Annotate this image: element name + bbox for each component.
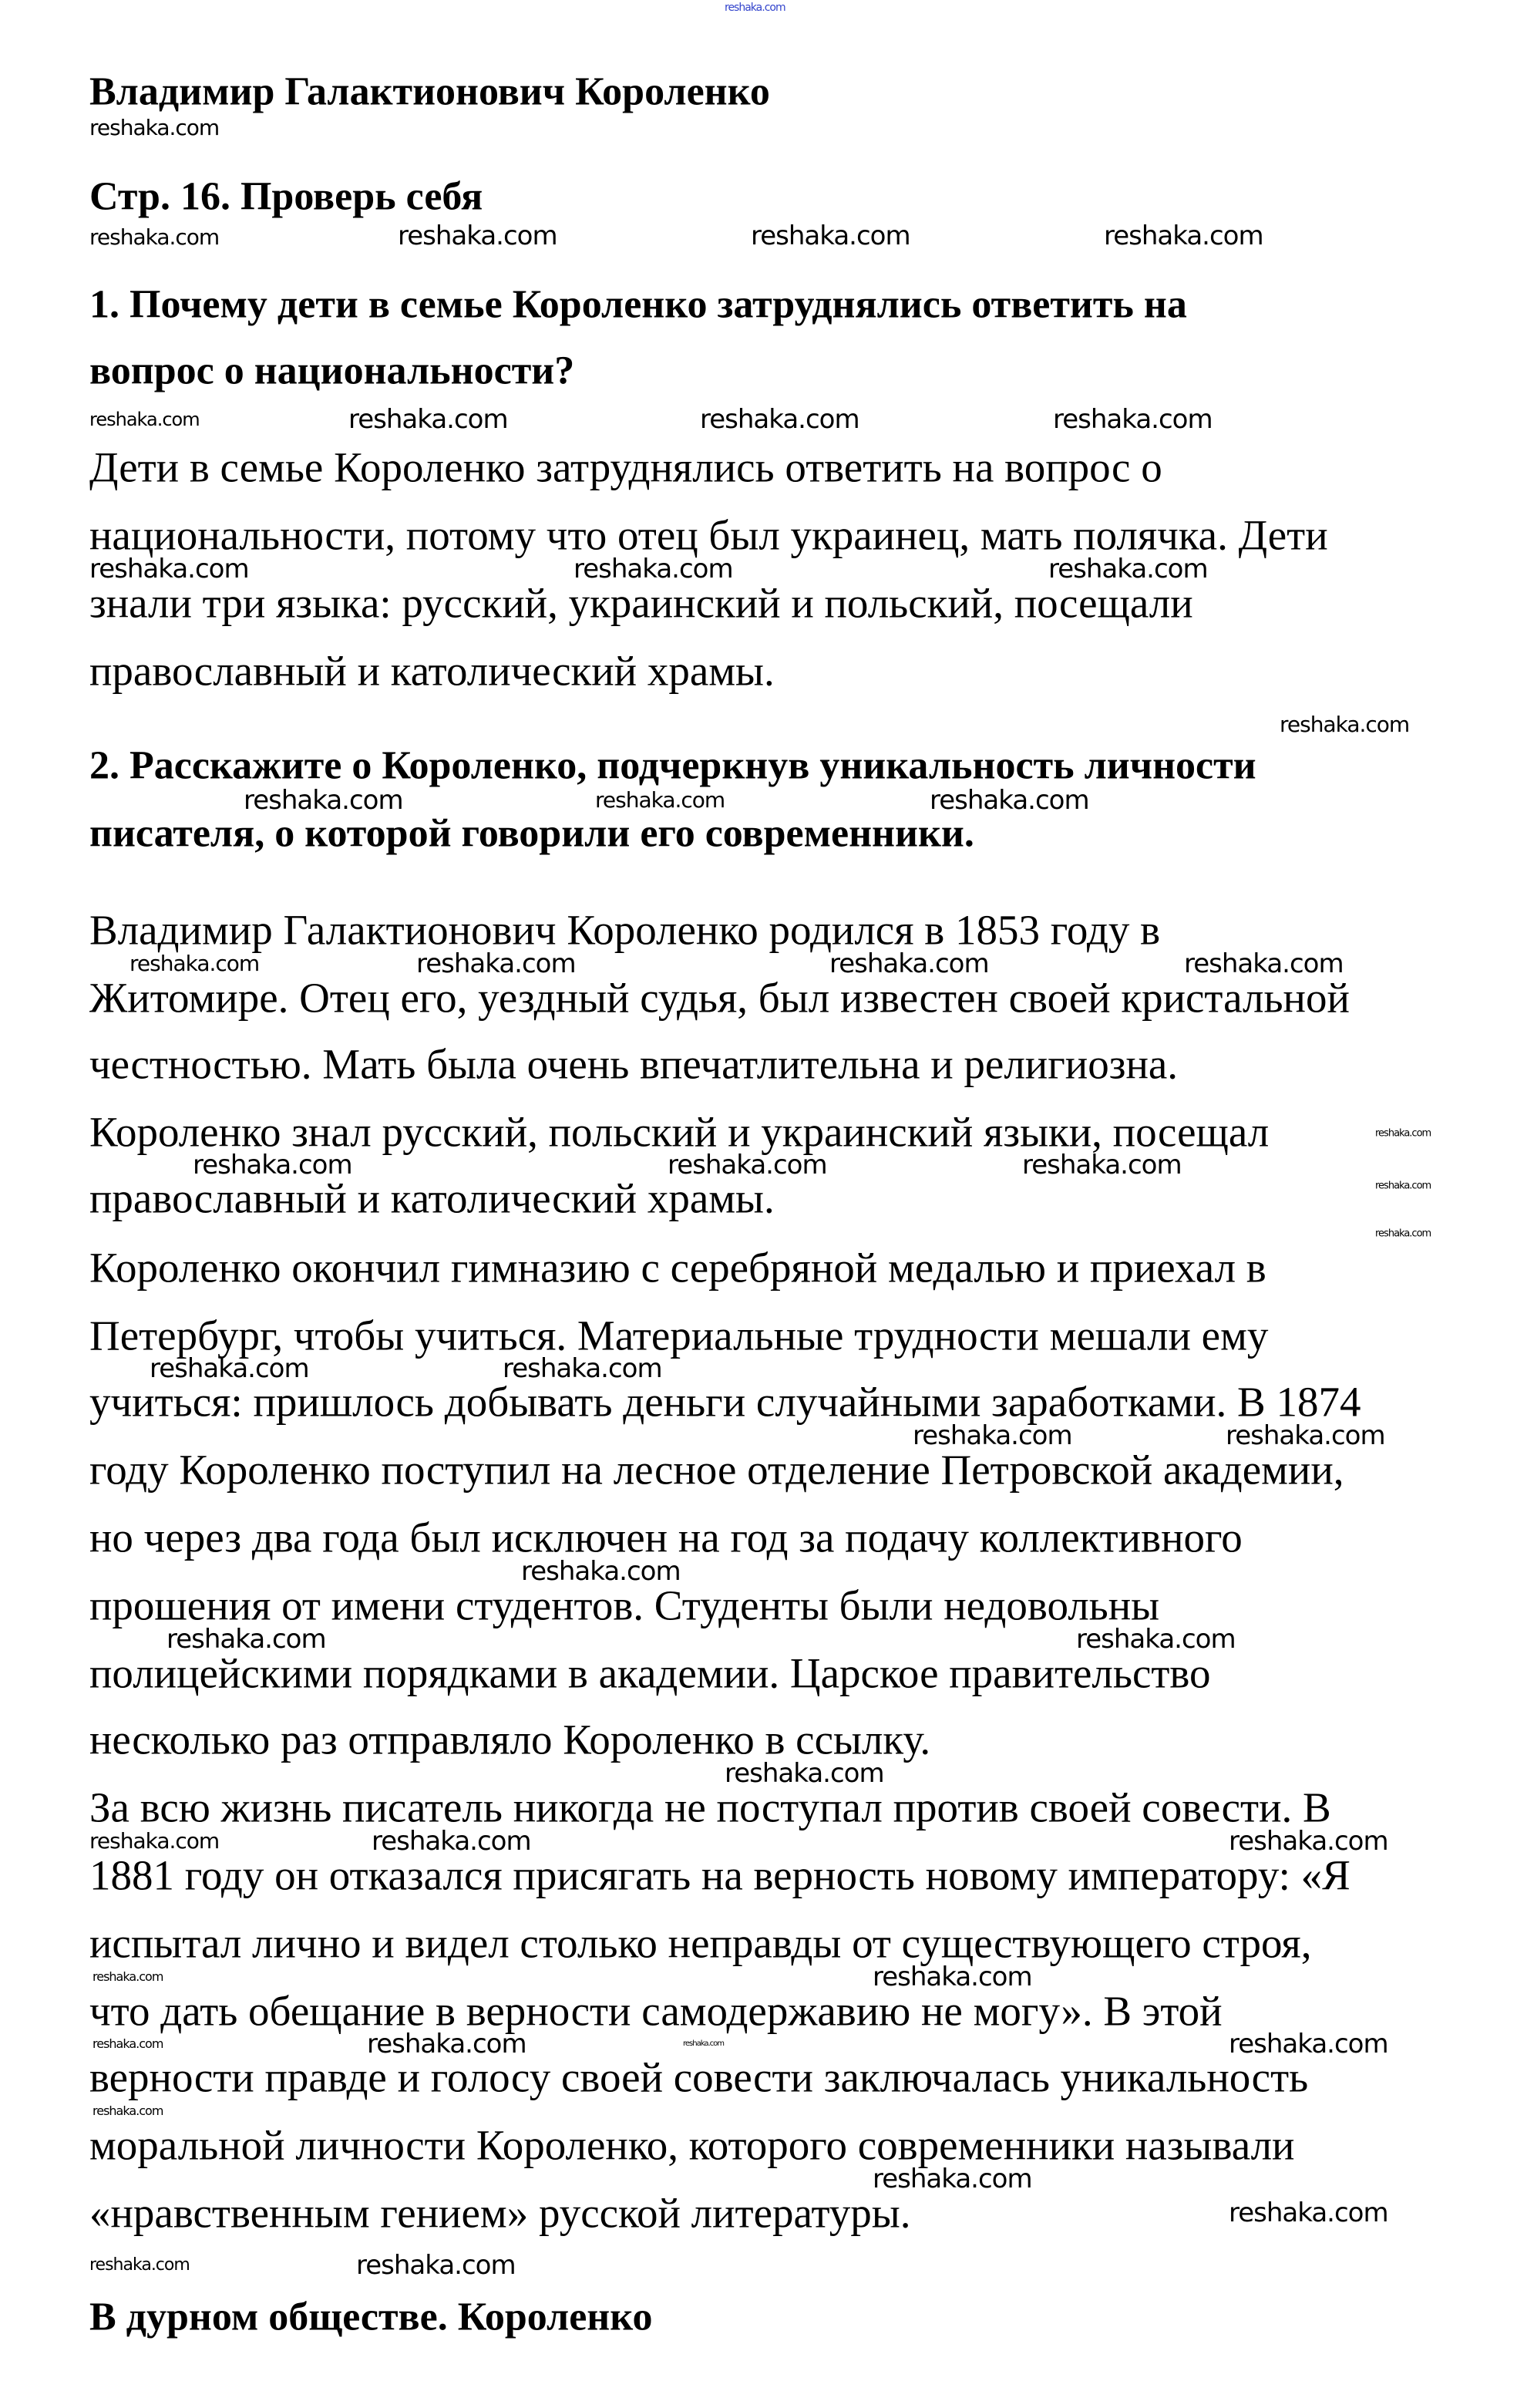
answer-2-line: «нравственным гением» русской литературы.	[89, 2189, 911, 2237]
answer-1-line: Дети в семье Короленко затруднялись ответить на вопрос о	[89, 443, 1162, 491]
watermark: reshaka.com	[1022, 1150, 1182, 1180]
watermark: reshaka.com	[1104, 221, 1263, 251]
watermark: reshaka.com	[416, 948, 576, 979]
section-heading: Стр. 16. Проверь себя	[89, 174, 483, 219]
answer-2-line: прошения от имени студентов. Студенты были недовольны	[89, 1581, 1160, 1629]
watermark: reshaka.com	[668, 1150, 827, 1180]
answer-2-line: учиться: пришлось добывать деньги случайными заработками. В 1874	[89, 1378, 1361, 1426]
watermark: reshaka.com	[193, 1150, 352, 1180]
watermark: reshaka.com	[595, 787, 725, 813]
watermark: reshaka.com	[89, 1828, 220, 1854]
watermark: reshaka.com	[829, 948, 989, 979]
watermark: reshaka.com	[89, 115, 220, 140]
watermark: reshaka.com	[130, 951, 260, 976]
answer-2-line: Петербург, чтобы учиться. Материальные трудности мешали ему	[89, 1312, 1269, 1359]
answer-2-line: честностью. Мать была очень впечатлительна и религиозна.	[89, 1040, 1179, 1088]
watermark: reshaka.com	[1229, 2198, 1388, 2228]
watermark: reshaka.com	[1375, 1228, 1431, 1240]
watermark: reshaka.com	[1053, 404, 1213, 435]
watermark: reshaka.com	[1229, 1826, 1388, 1857]
answer-2-line: Владимир Галактионович Короленко родился в 1853 году в	[89, 906, 1161, 954]
page-title: Владимир Галактионович Короленко	[89, 69, 770, 114]
question-1-line: 1. Почему дети в семье Короленко затруднялись ответить на	[89, 282, 1187, 327]
watermark: reshaka.com	[89, 409, 200, 430]
question-2-line: 2. Расскажите о Короленко, подчеркнув уникальность личности	[89, 743, 1256, 788]
answer-2-line: Короленко окончил гимназию с серебряной медалью и приехал в	[89, 1244, 1266, 1292]
answer-2-line: но через два года был исключен на год за подачу коллективного	[89, 1514, 1243, 1561]
watermark: reshaka.com	[913, 1420, 1072, 1451]
answer-1-line: знали три языка: русский, украинский и польский, посещали	[89, 579, 1193, 627]
answer-2-line: испытал лично и видел столько неправды от существующего строя,	[89, 1919, 1312, 1967]
watermark: reshaka.com	[348, 404, 508, 435]
watermark: reshaka.com	[244, 785, 403, 816]
answer-2-line: полицейскими порядками в академии. Царское правительство	[89, 1649, 1211, 1697]
question-2-line: писателя, о которой говорили его современники.	[89, 811, 974, 856]
watermark: reshaka.com	[1076, 1624, 1236, 1655]
next-section-heading: В дурном обществе. Короленко	[89, 2295, 653, 2339]
watermark: reshaka.com	[503, 1353, 662, 1384]
answer-2-line: верности правде и голосу своей совести заключалась уникальность	[89, 2053, 1309, 2101]
watermark: reshaka.com	[700, 404, 859, 435]
watermark: reshaka.com	[930, 785, 1089, 816]
watermark: reshaka.com	[1229, 2029, 1388, 2059]
watermark: reshaka.com	[398, 221, 557, 251]
watermark: reshaka.com	[1280, 712, 1410, 737]
answer-2-line: году Короленко поступил на лесное отделение Петровской академии,	[89, 1446, 1344, 1494]
watermark: reshaka.com	[92, 2036, 163, 2051]
watermark: reshaka.com	[89, 554, 249, 584]
answer-1-line: национальности, потому что отец был украинец, мать полячка. Дети	[89, 511, 1328, 559]
watermark: reshaka.com	[873, 2164, 1032, 2194]
question-1-line: вопрос о национальности?	[89, 349, 575, 393]
watermark: reshaka.com	[367, 2029, 526, 2059]
watermark: reshaka.com	[92, 1969, 163, 1984]
answer-2-line: За всю жизнь писатель никогда не поступал против своей совести. В	[89, 1783, 1331, 1831]
top-watermark: reshaka.com	[725, 2, 785, 14]
answer-2-line: Житомире. Отец его, уездный судья, был известен своей кристальной	[89, 974, 1350, 1022]
watermark: reshaka.com	[683, 2039, 724, 2048]
watermark: reshaka.com	[1184, 948, 1344, 979]
watermark: reshaka.com	[372, 1826, 531, 1857]
watermark: reshaka.com	[521, 1556, 681, 1587]
watermark: reshaka.com	[89, 2255, 190, 2275]
watermark: reshaka.com	[356, 2250, 516, 2281]
answer-2-line: 1881 году он отказался присягать на верность новому императору: «Я	[89, 1851, 1350, 1899]
answer-2-line: Короленко знал русский, польский и украинский языки, посещал	[89, 1108, 1270, 1156]
answer-2-line: православный и католический храмы.	[89, 1174, 775, 1222]
watermark: reshaka.com	[1226, 1420, 1385, 1451]
answer-2-line: моральной личности Короленко, которого современники называли	[89, 2121, 1295, 2169]
answer-2-line: что дать обещание в верности самодержавию не могу». В этой	[89, 1987, 1223, 2035]
watermark: reshaka.com	[725, 1758, 884, 1789]
watermark: reshaka.com	[150, 1353, 309, 1384]
watermark: reshaka.com	[166, 1624, 326, 1655]
watermark: reshaka.com	[1375, 1127, 1431, 1140]
watermark: reshaka.com	[89, 224, 220, 250]
watermark: reshaka.com	[92, 2103, 163, 2118]
watermark: reshaka.com	[1048, 554, 1208, 584]
watermark: reshaka.com	[1375, 1180, 1431, 1192]
watermark: reshaka.com	[873, 1962, 1032, 1992]
answer-2-line: несколько раз отправляло Короленко в ссылку.	[89, 1716, 931, 1763]
answer-1-line: православный и католический храмы.	[89, 647, 775, 695]
watermark: reshaka.com	[751, 221, 910, 251]
watermark: reshaka.com	[574, 554, 733, 584]
